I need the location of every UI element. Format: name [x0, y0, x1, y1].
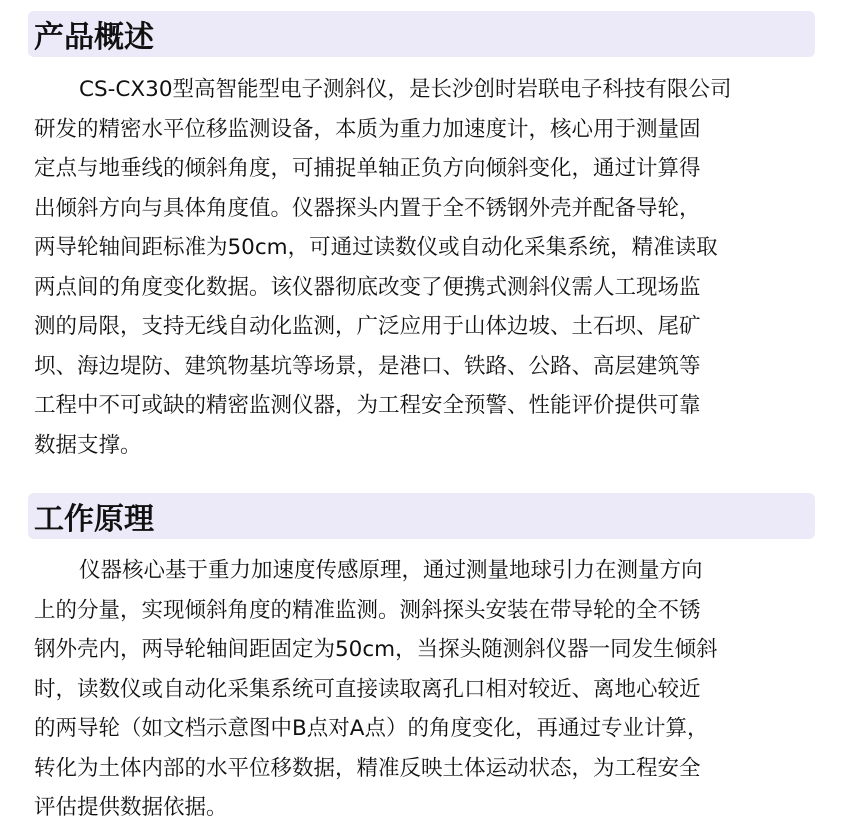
- paragraph-line: 测的局限，支持无线自动化监测，广泛应用于山体边坡、土石坝、尾矿: [34, 314, 701, 339]
- section-title-principle: 工作原理: [34, 502, 154, 537]
- principle-paragraph: [34, 551, 814, 828]
- section-header-overview: [28, 11, 815, 57]
- paragraph-line: 出倾斜方向与具体角度值。仪器探头内置于全不锈钢外壳并配备导轮，: [34, 195, 701, 221]
- paragraph-line: 转化为土体内部的水平位移数据，精准反映土体运动状态，为工程安全: [34, 755, 701, 781]
- section-header-principle: [28, 493, 815, 539]
- paragraph-line: 研发的精密水平位移监测设备，本质为重力加速度计，核心用于测量固: [34, 116, 701, 142]
- paragraph-line: 上的分量，实现倾斜角度的精准监测。测斜探头安装在带导轮的全不锈: [34, 597, 701, 623]
- paragraph-line: 两点间的角度变化数据。该仪器彻底改变了便携式测斜仪需人工现场监: [34, 274, 701, 300]
- paragraph-line: 工程中不可或缺的精密监测仪器，为工程安全预警、性能评价提供可靠: [34, 393, 701, 418]
- paragraph-line: 坝、海边堤防、建筑物基坑等场景，是港口、铁路、公路、高层建筑等: [34, 353, 701, 379]
- overview-paragraph: [34, 70, 814, 465]
- section-title-overview: 产品概述: [34, 20, 154, 55]
- paragraph-line: 定点与地垂线的倾斜角度，可捕捉单轴正负方向倾斜变化，通过计算得: [34, 156, 701, 181]
- paragraph-line: 仪器核心基于重力加速度传感原理，通过测量地球引力在测量方向: [79, 558, 703, 583]
- paragraph-line: 时，读数仪或自动化采集系统可直接读取离孔口相对较近、离地心较近: [34, 676, 701, 702]
- paragraph-line: CS-CX30型高智能型电子测斜仪，是长沙创时岩联电子科技有限公司: [79, 77, 732, 102]
- paragraph-line: 两导轮轴间距标准为50cm，可通过读数仪或自动化采集系统，精准读取: [34, 235, 718, 260]
- paragraph-line: 评估提供数据依据。: [34, 795, 228, 820]
- paragraph-line: 钢外壳内，两导轮轴间距固定为50cm，当探头随测斜仪器一同发生倾斜: [34, 637, 718, 662]
- paragraph-line: 的两导轮（如文档示意图中B点对A点）的角度变化，再通过专业计算，: [34, 716, 709, 741]
- paragraph-line: 数据支撑。: [34, 432, 142, 458]
